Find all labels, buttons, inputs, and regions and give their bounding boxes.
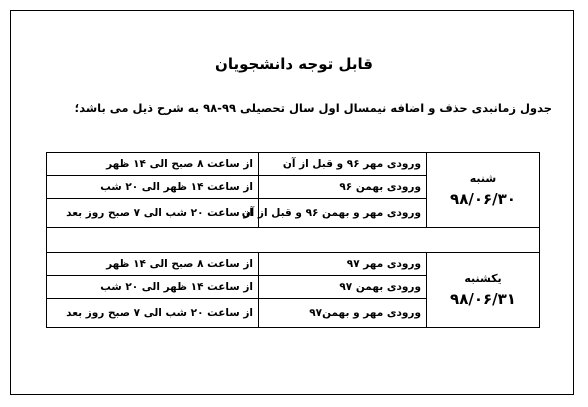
- time-slot-cell: از ساعت ۱۴ ظهر الی ۲۰ شب: [47, 276, 259, 299]
- spacer-cell: [47, 228, 540, 253]
- schedule-description: جدول زمانبدی حذف و اضافه نیمسال اول سال تحصیلی ۹۹-۹۸ به شرح ذیل می باشد؛: [74, 101, 552, 115]
- spacer-row: [47, 228, 540, 253]
- day-name: یکشنبه: [464, 272, 502, 285]
- entry-group-cell: ورودی بهمن ۹۷: [259, 276, 427, 299]
- day-date: ۹۸/۰۶/۳۱: [450, 290, 516, 308]
- time-slot-cell: از ساعت ۸ صبح الی ۱۴ ظهر: [47, 253, 259, 276]
- entry-group-cell: ورودی مهر ۹۶ و قبل از آن: [259, 153, 427, 176]
- time-slot-cell: از ساعت ۱۴ ظهر الی ۲۰ شب: [47, 176, 259, 199]
- entry-group-cell: ورودی مهر و بهمن۹۷: [259, 299, 427, 328]
- schedule-table: [46, 152, 540, 328]
- time-slot-cell: از ساعت ۲۰ شب الی ۷ صبح روز بعد: [47, 299, 259, 328]
- entry-group-cell: ورودی مهر ۹۷: [259, 253, 427, 276]
- table-row: [47, 253, 540, 276]
- page-title: قابل توجه دانشجویان: [215, 55, 373, 73]
- entry-group-cell: ورودی بهمن ۹۶: [259, 176, 427, 199]
- day-cell-saturday: [427, 153, 540, 228]
- day-cell-sunday: [427, 253, 540, 328]
- day-name: شنبه: [469, 172, 497, 185]
- time-slot-cell: از ساعت ۲۰ شب الی ۷ صبح روز بعد: [47, 199, 259, 228]
- table-row: [47, 153, 540, 176]
- day-date: ۹۸/۰۶/۳۰: [450, 190, 516, 208]
- time-slot-cell: از ساعت ۸ صبح الی ۱۴ ظهر: [47, 153, 259, 176]
- entry-group-cell: ورودی مهر و بهمن ۹۶ و قبل از آن: [259, 199, 427, 228]
